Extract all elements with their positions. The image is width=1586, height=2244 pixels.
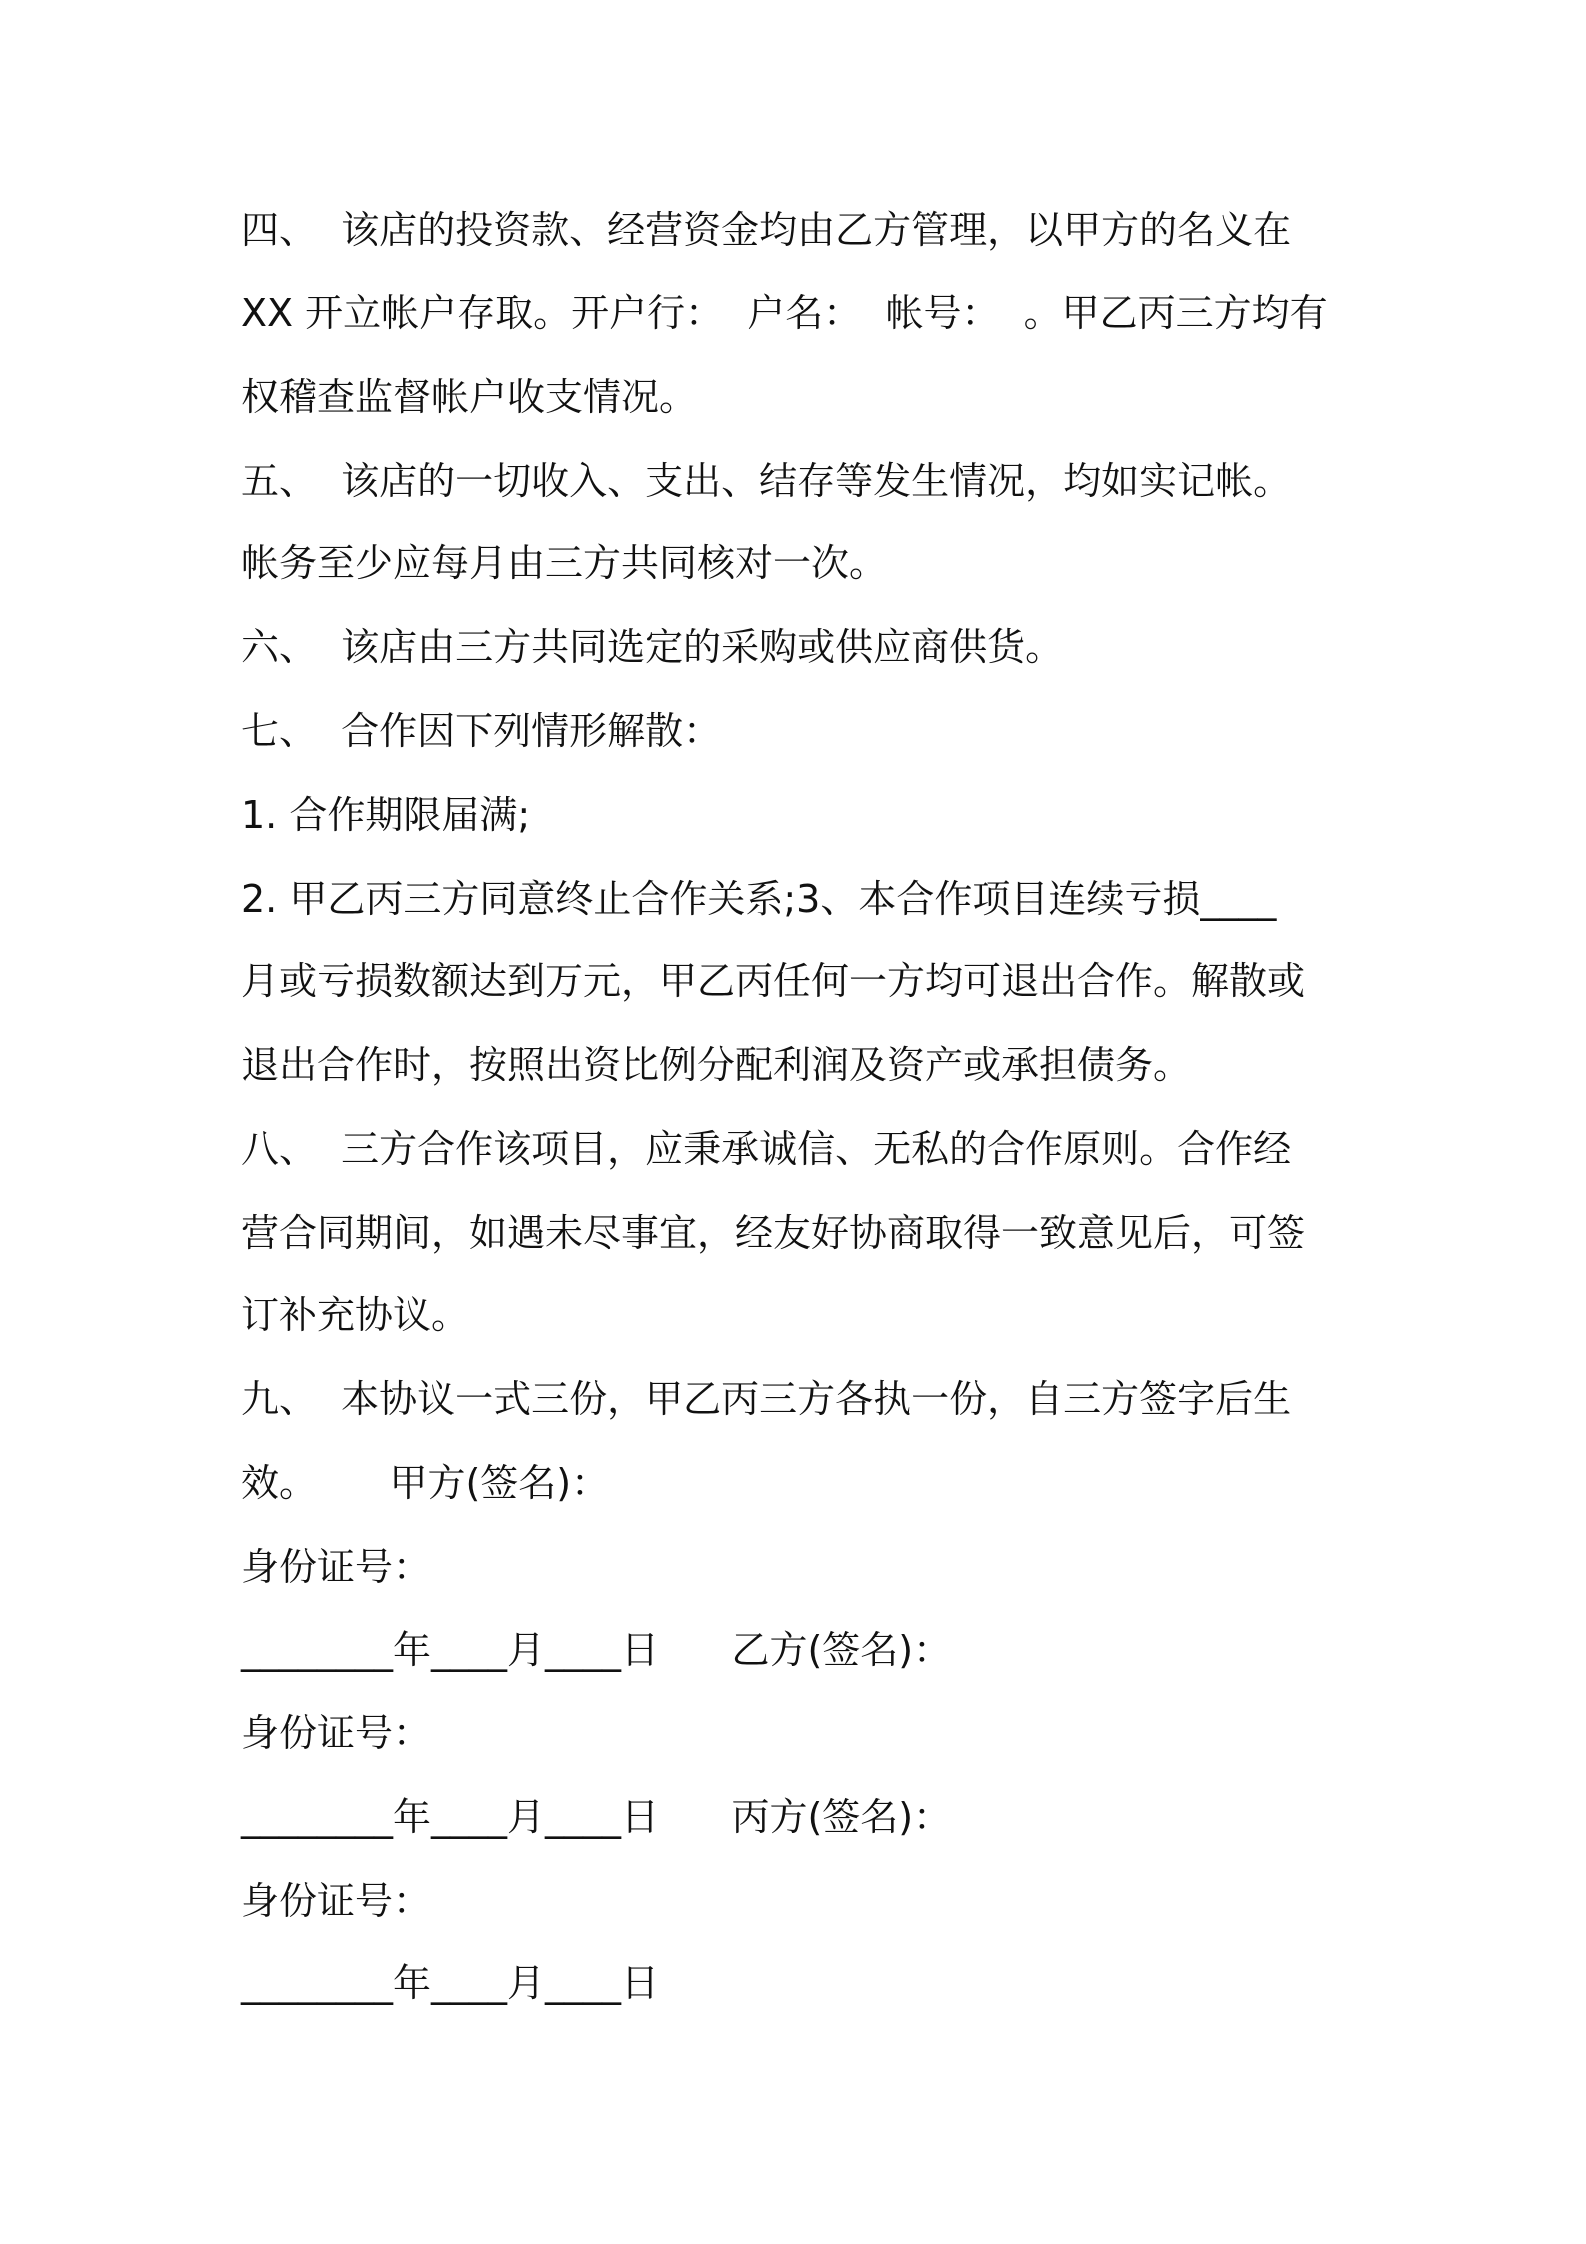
clause-4-line-3: 权稽查监督帐户收支情况。 — [241, 375, 698, 419]
clause-9-line-2: 效。 甲方(签名)： — [241, 1461, 610, 1505]
clause-7-item-2-line-3: 退出合作时，按照出资比例分配利润及资产或承担债务。 — [241, 1043, 1192, 1087]
clause-7-item-2-line-2: 月或亏损数额达到万元，甲乙丙任何一方均可退出合作。解散或 — [241, 959, 1306, 1003]
party-a-id-label: 身份证号： — [241, 1545, 432, 1589]
party-a-date-party-b-sign: ________年____月____日 乙方(签名)： — [241, 1628, 952, 1672]
clause-5-line-1: 五、 该店的一切收入、支出、结存等发生情况，均如实记帐。 — [241, 459, 1292, 503]
party-b-date-party-c-sign: ________年____月____日 丙方(签名)： — [241, 1795, 952, 1839]
clause-8-line-1: 八、 三方合作该项目，应秉承诚信、无私的合作原则。合作经 — [241, 1127, 1292, 1171]
clause-8-line-3: 订补充协议。 — [241, 1293, 470, 1337]
clause-5-line-2: 帐务至少应每月由三方共同核对一次。 — [241, 541, 888, 585]
clause-8-line-2: 营合同期间，如遇未尽事宜，经友好协商取得一致意见后，可签 — [241, 1211, 1306, 1255]
clause-7-line-1: 七、 合作因下列情形解散： — [241, 709, 722, 753]
clause-4-line-1: 四、 该店的投资款、经营资金均由乙方管理，以甲方的名义在 — [241, 208, 1292, 252]
clause-4-line-2: XX 开立帐户存取。开户行： 户名： 帐号： 。甲乙丙三方均有 — [241, 291, 1328, 335]
clause-9-line-1: 九、 本协议一式三份，甲乙丙三方各执一份，自三方签字后生 — [241, 1377, 1292, 1421]
clause-7-item-2-line-1: 2. 甲乙丙三方同意终止合作关系;3、本合作项目连续亏损____ — [241, 877, 1277, 921]
party-c-id-label: 身份证号： — [241, 1879, 432, 1923]
clause-6-line-1: 六、 该店由三方共同选定的采购或供应商供货。 — [241, 625, 1064, 669]
party-c-date: ________年____月____日 — [241, 1961, 660, 2005]
clause-7-item-1: 1. 合作期限届满; — [241, 793, 531, 837]
party-b-id-label: 身份证号： — [241, 1711, 432, 1755]
